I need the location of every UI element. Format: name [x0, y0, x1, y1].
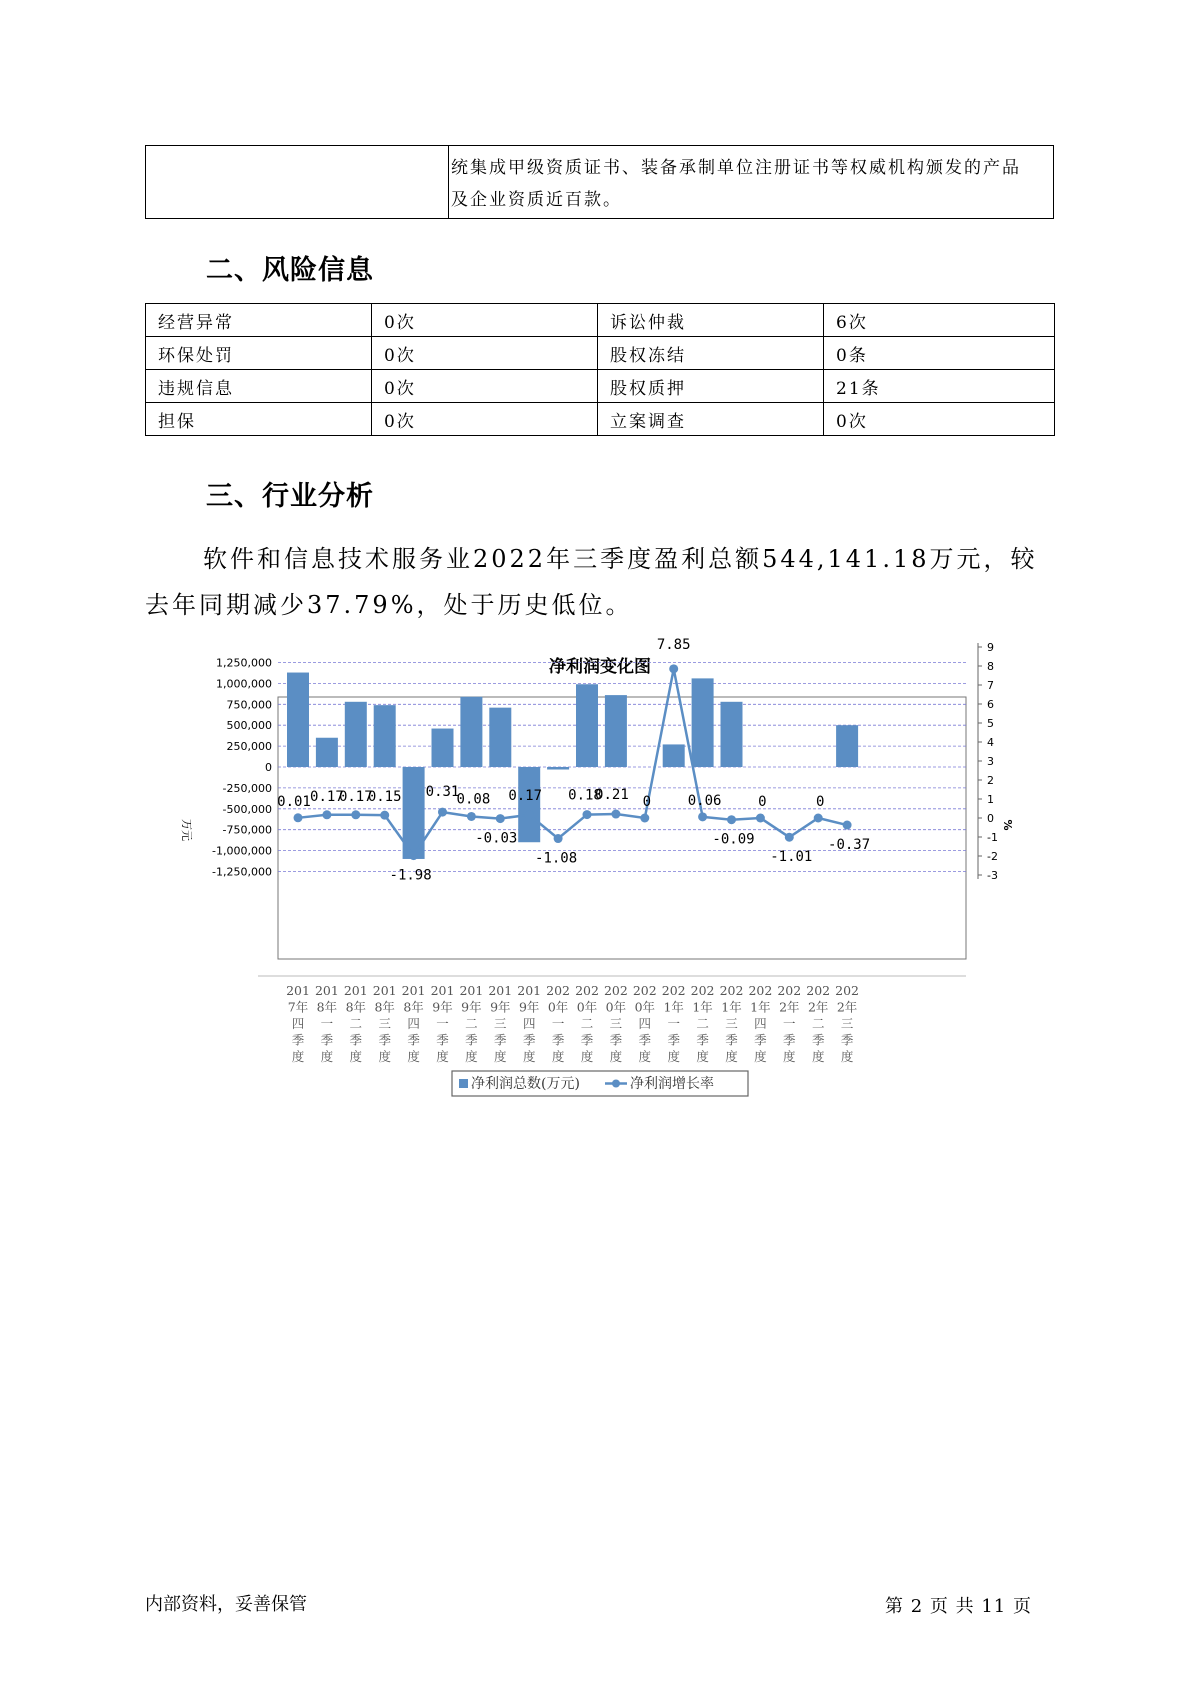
- risk-value: 0次: [372, 337, 598, 370]
- x-tick-label: 202 0年四季度: [632, 983, 657, 1064]
- bar: [663, 744, 685, 767]
- risk-label: 立案调查: [598, 403, 824, 436]
- growth-rate-label: 0.15: [367, 789, 402, 806]
- growth-rate-point: [583, 810, 592, 819]
- y-axis-right: [978, 641, 998, 882]
- risk-label: 环保处罚: [146, 337, 372, 370]
- x-tick-label: 202 0年二季度: [575, 983, 599, 1064]
- y-tick-label: -500,000: [222, 802, 272, 816]
- risk-label: 违规信息: [146, 370, 372, 403]
- growth-rate-label: 0.21: [595, 787, 629, 804]
- risk-value: 6次: [824, 304, 1055, 337]
- growth-rate-label: -1.98: [389, 867, 432, 884]
- risk-label: 股权质押: [598, 370, 824, 403]
- bar: [605, 695, 627, 767]
- chart-title: 净利润变化图: [549, 657, 651, 677]
- y-tick-label: -1,000,000: [212, 844, 272, 858]
- growth-rate-point: [322, 810, 331, 819]
- growth-rate-label: -0.03: [475, 830, 518, 847]
- x-tick-label: 201 8年一季度: [314, 983, 339, 1064]
- legend-line-marker: [612, 1080, 620, 1088]
- risk-value: 0次: [372, 403, 598, 436]
- growth-rate-label: 0.18: [568, 787, 602, 804]
- industry-section-title: 三、行业分析: [206, 481, 374, 512]
- risk-row: [146, 337, 1055, 370]
- growth-rate-label: 0.01: [277, 793, 311, 810]
- growth-rate-point: [640, 814, 649, 823]
- y-tick-label: 0: [265, 761, 272, 774]
- risk-label: 经营异常: [146, 304, 372, 337]
- bar: [374, 705, 396, 767]
- y2-tick-label: 5: [987, 717, 994, 730]
- growth-rate-point: [496, 814, 505, 823]
- risk-value: 21条: [824, 370, 1055, 403]
- bar: [432, 729, 454, 767]
- growth-rate-label: 0.17: [508, 787, 543, 804]
- y2-tick-label: -1: [987, 831, 998, 844]
- y-axis-left: [212, 657, 272, 879]
- y-tick-label: -1,250,000: [212, 865, 272, 879]
- growth-rate-point: [669, 664, 678, 673]
- x-tick-label: 202 1年二季度: [690, 983, 715, 1064]
- growth-rate-label: 0: [758, 794, 767, 810]
- y2-tick-label: 9: [987, 641, 994, 654]
- bar: [489, 708, 511, 767]
- growth-rate-point: [380, 811, 389, 820]
- x-tick-label: 201 8年四季度: [401, 983, 426, 1064]
- growth-rate-label: -0.09: [712, 831, 755, 848]
- bar: [518, 767, 540, 842]
- bar: [345, 702, 367, 767]
- footer-page-number: 第 2 页 共 11 页: [885, 1596, 1032, 1617]
- risk-row: [146, 304, 1055, 337]
- net-profit-chart: [145, 636, 1045, 1105]
- growth-rate-point: [409, 851, 418, 860]
- growth-rate-label: 0: [642, 794, 652, 810]
- x-tick-label: 201 9年一季度: [430, 983, 455, 1064]
- growth-rate-point: [554, 834, 563, 843]
- x-tick-label: 201 8年三季度: [372, 983, 397, 1064]
- growth-rate-point: [351, 810, 360, 819]
- y2-tick-label: 2: [987, 774, 994, 787]
- x-tick-label: 202 1年四季度: [748, 983, 773, 1064]
- growth-rate-label: 0.17: [338, 788, 373, 805]
- growth-rate-label: 0.17: [310, 788, 344, 805]
- risk-section-title: 二、风险信息: [206, 255, 374, 286]
- x-tick-label: 202 1年三季度: [719, 983, 744, 1064]
- y2-tick-label: -2: [987, 850, 998, 863]
- bar: [721, 702, 743, 767]
- x-tick-label: 202 0年三季度: [603, 983, 628, 1064]
- x-tick-label: 201 9年二季度: [459, 983, 484, 1064]
- growth-rate-label: -0.37: [828, 837, 871, 854]
- x-tick-label: 202 2年三季度: [835, 983, 860, 1064]
- x-tick-label: 202 0年一季度: [546, 983, 571, 1064]
- x-tick-label: 202 2年二季度: [806, 983, 831, 1064]
- y-tick-label: 1,000,000: [216, 677, 272, 691]
- risk-table: [145, 303, 1055, 436]
- x-tick-label: 201 9年三季度: [488, 983, 513, 1064]
- risk-label: 担保: [146, 403, 372, 436]
- legend-line-label: 净利润增长率: [630, 1076, 714, 1092]
- y2-tick-label: 1: [987, 793, 994, 806]
- risk-label: 股权冻结: [598, 337, 824, 370]
- growth-rate-point: [438, 808, 447, 817]
- x-tick-label: 201 7年四季度: [286, 983, 310, 1064]
- y-tick-label: -250,000: [222, 781, 272, 795]
- growth-rate-point: [785, 833, 794, 842]
- y2-axis-label: %: [1001, 819, 1014, 831]
- y-tick-label: -750,000: [222, 823, 272, 837]
- y-tick-label: 500,000: [226, 719, 272, 733]
- growth-rate-label: 0: [815, 794, 825, 810]
- legend: [452, 1071, 748, 1096]
- y2-tick-label: 8: [987, 660, 994, 673]
- legend-bar-swatch: [459, 1079, 468, 1088]
- risk-value: 0次: [372, 370, 598, 403]
- industry-paragraph: 软件和信息技术服务业2022年三季度盈利总额544,141.18万元，较去年同期减少37.79%，处于历史低位。: [145, 545, 1038, 619]
- growth-rate-point: [756, 814, 765, 823]
- bar: [547, 767, 569, 770]
- footer-confidential-note: 内部资料，妥善保管: [145, 1594, 307, 1615]
- y2-tick-label: 3: [987, 755, 994, 768]
- y-tick-label: 750,000: [226, 698, 272, 712]
- growth-rate-point: [611, 810, 620, 819]
- growth-rate-point: [467, 812, 476, 821]
- bar: [287, 673, 309, 767]
- growth-rate-point: [294, 813, 303, 822]
- risk-value: 0条: [824, 337, 1055, 370]
- x-axis: [258, 976, 966, 1064]
- growth-rate-label: 7.85: [656, 636, 691, 653]
- risk-row: [146, 370, 1055, 403]
- x-tick-label: 201 9年四季度: [517, 983, 542, 1064]
- y2-tick-label: 4: [987, 736, 994, 749]
- bar: [836, 725, 858, 767]
- growth-rate-point: [698, 812, 707, 821]
- bar: [460, 697, 482, 767]
- risk-row: [146, 403, 1055, 436]
- risk-label: 诉讼仲裁: [598, 304, 824, 337]
- growth-rate-label: 0.06: [687, 792, 722, 809]
- growth-rate-point: [814, 814, 823, 823]
- y2-tick-label: 0: [987, 812, 994, 825]
- qualification-table-text-cell: [449, 146, 1054, 219]
- qualification-line-2: 及企业资质近百款。: [451, 190, 622, 210]
- qualification-table: [145, 145, 1054, 219]
- bar: [316, 738, 338, 767]
- legend-bar-label: 净利润总数(万元): [471, 1076, 580, 1092]
- growth-rate-label: -1.01: [770, 849, 813, 866]
- y-axis-label: 万元: [180, 819, 193, 841]
- x-tick-label: 201 8年二季度: [343, 983, 368, 1064]
- y2-tick-label: 7: [987, 679, 994, 692]
- growth-rate-label: -1.08: [535, 850, 578, 867]
- risk-value: 0次: [824, 403, 1055, 436]
- y2-tick-label: -3: [987, 869, 998, 882]
- risk-value: 0次: [372, 304, 598, 337]
- bar: [576, 684, 598, 767]
- growth-rate-point: [843, 821, 852, 830]
- qualification-line-1: 统集成甲级资质证书、装备承制单位注册证书等权威机构颁发的产品: [451, 158, 1021, 178]
- growth-rate-label: 0.31: [425, 784, 460, 801]
- x-tick-label: 202 2年一季度: [777, 983, 802, 1064]
- growth-rate-label: 0.08: [456, 791, 491, 808]
- x-tick-label: 202 1年一季度: [661, 983, 686, 1064]
- y-tick-label: 250,000: [226, 740, 272, 754]
- qualification-table-empty-cell: [146, 146, 449, 219]
- growth-rate-point: [727, 815, 736, 824]
- y-tick-label: 1,250,000: [216, 656, 272, 670]
- y2-tick-label: 6: [987, 698, 994, 711]
- bar: [692, 678, 714, 767]
- growth-rate-point: [525, 810, 534, 819]
